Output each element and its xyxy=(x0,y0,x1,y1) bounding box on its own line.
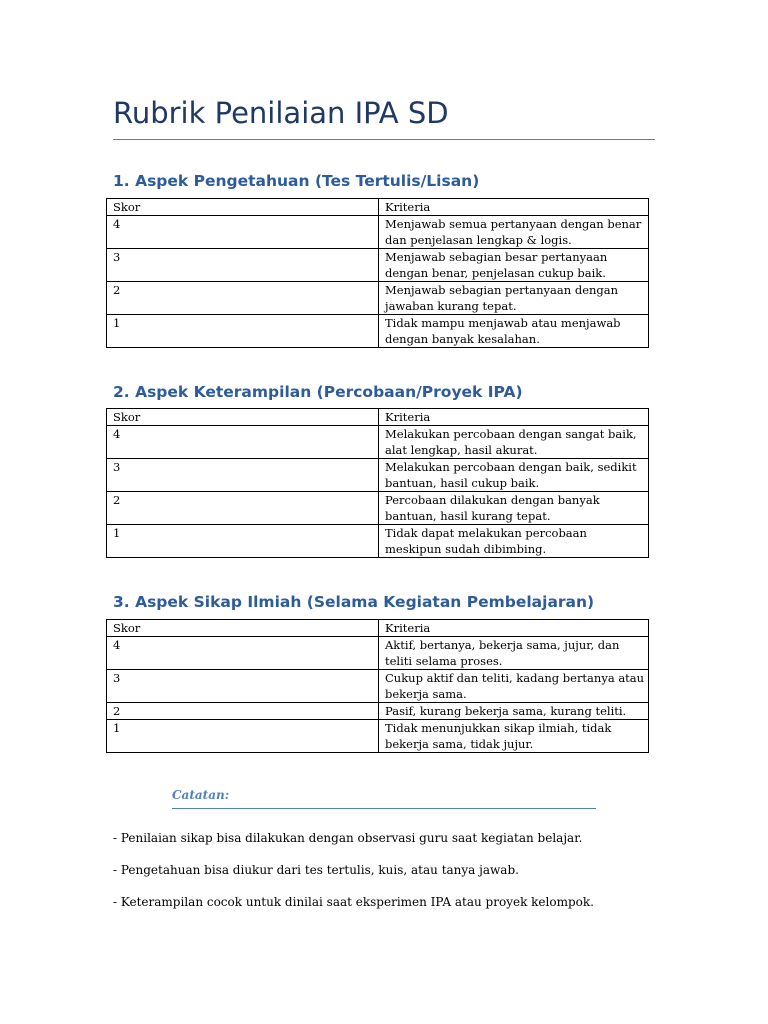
note-item: - Pengetahuan bisa diukur dari tes tertulis, kuis, atau tanya jawab. xyxy=(113,863,519,877)
cell-skor: 3 xyxy=(107,670,379,703)
table-row xyxy=(107,216,649,249)
section-heading-keterampilan: 2. Aspek Keterampilan (Percobaan/Proyek IPA) xyxy=(113,383,523,401)
rubric-table-sikap-ilmiah xyxy=(106,619,649,753)
cell-skor: 3 xyxy=(107,249,379,282)
cell-kriteria: Pasif, kurang bekerja sama, kurang teliti. xyxy=(379,703,649,720)
cell-skor: 1 xyxy=(107,315,379,348)
table-row xyxy=(107,525,649,558)
note-item: - Penilaian sikap bisa dilakukan dengan observasi guru saat kegiatan belajar. xyxy=(113,831,583,845)
cell-skor: 2 xyxy=(107,282,379,315)
page-title: Rubrik Penilaian IPA SD xyxy=(113,96,449,130)
table-row xyxy=(107,459,649,492)
cell-kriteria: Melakukan percobaan dengan sangat baik, alat lengkap, hasil akurat. xyxy=(379,426,649,459)
table-row xyxy=(107,249,649,282)
table-row xyxy=(107,703,649,720)
header-skor: Skor xyxy=(107,409,379,426)
cell-kriteria: Tidak dapat melakukan percobaan meskipun sudah dibimbing. xyxy=(379,525,649,558)
note-item: - Keterampilan cocok untuk dinilai saat eksperimen IPA atau proyek kelompok. xyxy=(113,895,594,909)
cell-kriteria: Tidak mampu menjawab atau menjawab dengan banyak kesalahan. xyxy=(379,315,649,348)
cell-skor: 1 xyxy=(107,525,379,558)
cell-skor: 1 xyxy=(107,720,379,753)
cell-kriteria: Tidak menunjukkan sikap ilmiah, tidak bekerja sama, tidak jujur. xyxy=(379,720,649,753)
section-heading-sikap-ilmiah: 3. Aspek Sikap Ilmiah (Selama Kegiatan Pembelajaran) xyxy=(113,593,595,611)
header-kriteria: Kriteria xyxy=(379,409,649,426)
header-skor: Skor xyxy=(107,620,379,637)
cell-kriteria: Aktif, bertanya, bekerja sama, jujur, dan teliti selama proses. xyxy=(379,637,649,670)
title-divider xyxy=(113,139,655,140)
table-header-row xyxy=(107,199,649,216)
cell-kriteria: Percobaan dilakukan dengan banyak bantuan, hasil kurang tepat. xyxy=(379,492,649,525)
cell-skor: 4 xyxy=(107,216,379,249)
cell-skor: 4 xyxy=(107,426,379,459)
cell-kriteria: Menjawab semua pertanyaan dengan benar dan penjelasan lengkap & logis. xyxy=(379,216,649,249)
table-row xyxy=(107,720,649,753)
rubric-table-keterampilan xyxy=(106,408,649,558)
table-row xyxy=(107,426,649,459)
rubric-table-pengetahuan xyxy=(106,198,649,348)
table-row xyxy=(107,315,649,348)
table-row xyxy=(107,670,649,703)
cell-skor: 2 xyxy=(107,492,379,525)
catatan-divider xyxy=(172,808,596,809)
cell-skor: 2 xyxy=(107,703,379,720)
header-kriteria: Kriteria xyxy=(379,199,649,216)
catatan-label: Catatan: xyxy=(172,788,230,802)
cell-kriteria: Melakukan percobaan dengan baik, sedikit bantuan, hasil cukup baik. xyxy=(379,459,649,492)
cell-kriteria: Cukup aktif dan teliti, kadang bertanya atau bekerja sama. xyxy=(379,670,649,703)
table-header-row xyxy=(107,409,649,426)
table-header-row xyxy=(107,620,649,637)
table-row xyxy=(107,282,649,315)
header-kriteria: Kriteria xyxy=(379,620,649,637)
cell-skor: 4 xyxy=(107,637,379,670)
cell-kriteria: Menjawab sebagian pertanyaan dengan jawaban kurang tepat. xyxy=(379,282,649,315)
cell-kriteria: Menjawab sebagian besar pertanyaan dengan benar, penjelasan cukup baik. xyxy=(379,249,649,282)
section-heading-pengetahuan: 1. Aspek Pengetahuan (Tes Tertulis/Lisan) xyxy=(113,172,480,190)
cell-skor: 3 xyxy=(107,459,379,492)
table-row xyxy=(107,492,649,525)
header-skor: Skor xyxy=(107,199,379,216)
table-row xyxy=(107,637,649,670)
